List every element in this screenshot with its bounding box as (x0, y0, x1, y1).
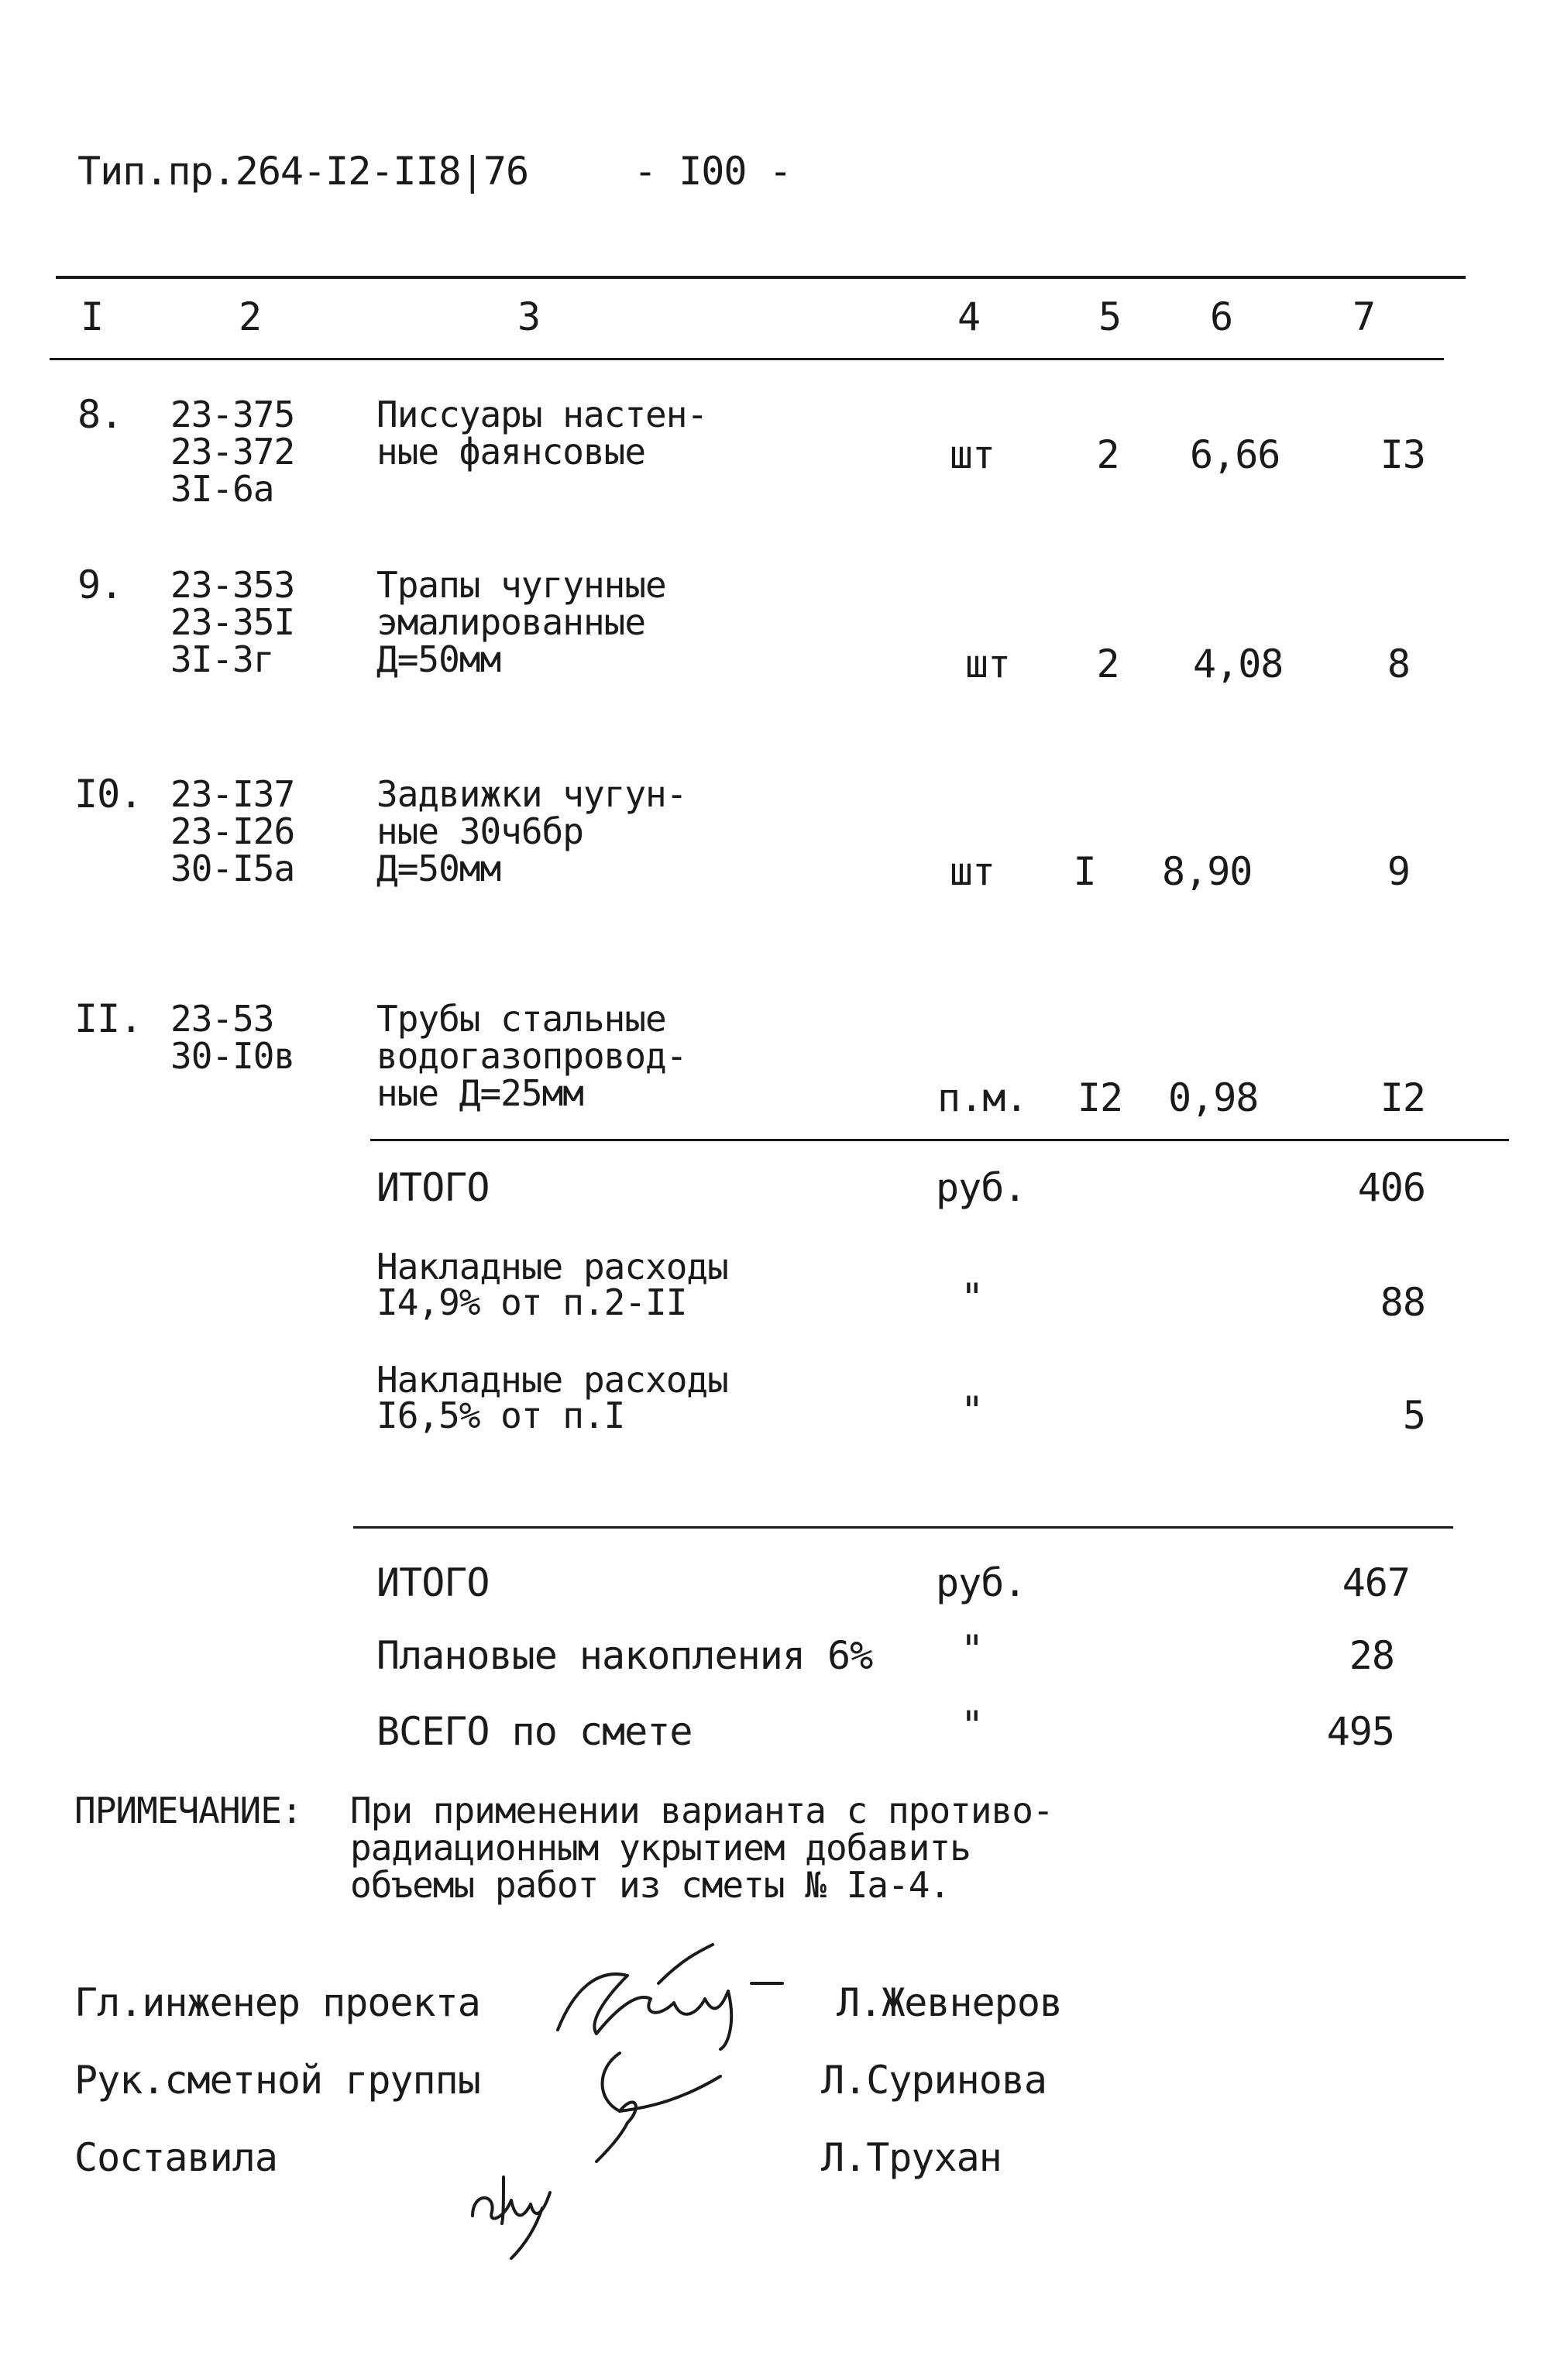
row-unit: шт (964, 641, 1011, 686)
row-number: I0. (74, 772, 143, 817)
row-code: 23-35I (170, 601, 295, 643)
row-unit: шт (949, 432, 995, 477)
grand-total-value: 495 (1326, 1709, 1394, 1754)
table-header-rule (50, 358, 1444, 360)
row-number: 9. (77, 562, 123, 607)
handwritten-signature-estimating-head (573, 2038, 744, 2169)
overhead-value: 5 (1402, 1393, 1425, 1438)
note-line: объемы работ из сметы № Iа-4. (350, 1864, 950, 1906)
signature-role: Рук.сметной группы (74, 2058, 480, 2103)
row-description: Д=50мм (376, 848, 501, 889)
column-header-3: 3 (517, 294, 541, 339)
row-description: Д=50мм (376, 638, 501, 680)
column-header-7: 7 (1352, 294, 1376, 339)
row-description: Трапы чугунные (376, 564, 666, 606)
grand-total-unit: " (961, 1703, 984, 1748)
row-description: ные фаянсовые (376, 431, 646, 473)
table-top-rule (56, 276, 1466, 279)
signature-name: Л.Жевнеров (837, 1980, 1063, 2025)
signature-role: Составила (74, 2135, 277, 2180)
row-description: ные Д=25мм (376, 1072, 583, 1114)
total-label: ИТОГО (376, 1560, 490, 1605)
row-number: II. (74, 996, 143, 1041)
planned-savings-label: Плановые накопления 6% (376, 1633, 873, 1678)
row-quantity: I (1073, 849, 1096, 894)
column-header-1: I (81, 294, 104, 339)
grand-total-label: ВСЕГО по смете (376, 1709, 693, 1754)
row-description: эмалированные (376, 601, 646, 643)
row-price: 4,08 (1193, 641, 1284, 686)
table-body-rule (370, 1139, 1509, 1141)
handwritten-signature-compiler (457, 2146, 581, 2262)
column-header-4: 4 (957, 294, 981, 339)
row-description: водогазопровод- (376, 1035, 687, 1077)
row-number: 8. (77, 392, 123, 437)
row-code: 23-I37 (170, 773, 295, 815)
row-code: 3I-6а (170, 468, 274, 510)
row-description: ные 30ч6бр (376, 810, 583, 852)
column-header-2: 2 (239, 294, 262, 339)
row-code: 30-I0в (170, 1035, 295, 1077)
planned-savings-unit: " (961, 1627, 984, 1672)
signature-name: Л.Трухан (821, 2135, 1002, 2180)
row-code: 23-375 (170, 394, 295, 435)
overhead-label: I6,5% от п.I (376, 1395, 625, 1436)
row-quantity: 2 (1096, 641, 1119, 686)
column-header-6: 6 (1210, 294, 1233, 339)
row-unit: п.м. (937, 1075, 1028, 1120)
overhead-value: 88 (1380, 1280, 1425, 1325)
total-value: 467 (1342, 1560, 1410, 1605)
subtotal-unit: руб. (936, 1165, 1026, 1210)
row-code: 3I-3г (170, 638, 274, 680)
row-code: 30-I5а (170, 848, 295, 889)
row-quantity: 2 (1096, 432, 1119, 477)
handwritten-signature-chief-engineer (542, 1937, 798, 2053)
page-number: - I00 - (634, 149, 792, 194)
subtotal-label: ИТОГО (376, 1165, 490, 1210)
row-code: 23-372 (170, 431, 295, 473)
row-code: 23-53 (170, 998, 274, 1040)
row-total: 9 (1387, 849, 1410, 894)
subtotal-value: 406 (1357, 1165, 1425, 1210)
row-price: 6,66 (1190, 432, 1280, 477)
column-header-5: 5 (1098, 294, 1122, 339)
row-total: I3 (1380, 432, 1425, 477)
overhead-label: I4,9% от п.2-II (376, 1281, 687, 1323)
row-description: Трубы стальные (376, 998, 666, 1040)
overhead-label: Накладные расходы (376, 1359, 728, 1401)
row-total: I2 (1380, 1075, 1425, 1120)
note-label: ПРИМЕЧАНИЕ: (74, 1790, 302, 1831)
row-code: 23-353 (170, 564, 295, 606)
overhead-unit: " (961, 1388, 984, 1433)
overhead-unit: " (961, 1275, 984, 1320)
row-price: 8,90 (1162, 849, 1253, 894)
row-price: 0,98 (1168, 1075, 1259, 1120)
overhead-label: Накладные расходы (376, 1246, 728, 1288)
row-quantity: I2 (1077, 1075, 1123, 1120)
signature-name: Л.Суринова (821, 2058, 1047, 2103)
note-line: радиационным укрытием добавить (350, 1827, 971, 1869)
row-code: 23-I26 (170, 810, 295, 852)
planned-savings-value: 28 (1349, 1633, 1394, 1678)
row-total: 8 (1387, 641, 1410, 686)
summary-rule (353, 1526, 1453, 1529)
total-unit: руб. (936, 1560, 1026, 1605)
note-line: При применении варианта с противо- (350, 1790, 1053, 1831)
document-code: Тип.пр.264-I2-II8|76 (77, 149, 529, 194)
signature-role: Гл.инженер проекта (74, 1980, 480, 2025)
row-description: Писсуары настен- (376, 394, 708, 435)
row-description: Задвижки чугун- (376, 773, 687, 815)
row-unit: шт (949, 849, 995, 894)
